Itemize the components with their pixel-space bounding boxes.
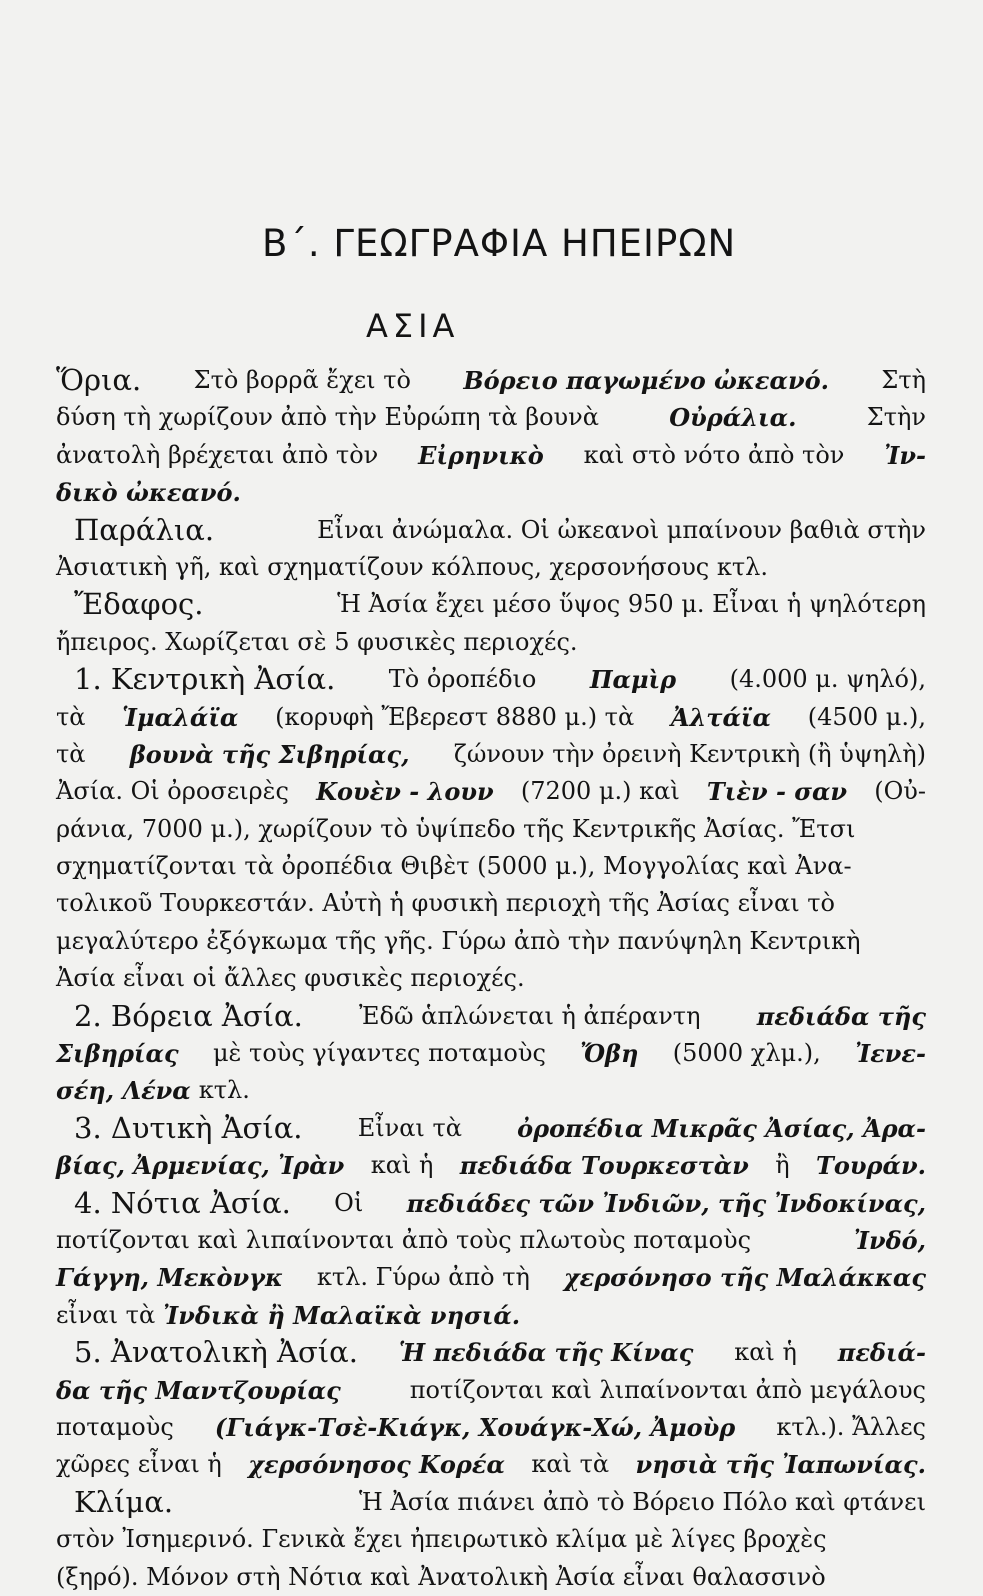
- emphasized-term: σέη, Λένα: [56, 1076, 191, 1106]
- emphasized-term: Οὐράλια.: [669, 403, 797, 433]
- text-line: [56, 1521, 926, 1558]
- body-text: [56, 362, 926, 1596]
- text-segment: κτλ.: [198, 1076, 250, 1105]
- emphasized-term: βίας, Ἀρμενίας, Ἰρὰν: [56, 1151, 345, 1181]
- text-segment: ποταμοὺς: [56, 1412, 174, 1441]
- emphasized-term: πεδιάδες τῶν Ἰνδιῶν, τῆς Ἰνδοκίνας,: [406, 1188, 926, 1218]
- paragraph-heading: Κλίμα.: [74, 1484, 174, 1519]
- text-line: [56, 1222, 926, 1259]
- text-line: [56, 624, 926, 661]
- text-segment: εἶναι τὰ: [56, 1300, 156, 1329]
- emphasized-term: πεδιά-: [837, 1338, 926, 1368]
- text-segment: μεγαλύτερο ἐξόγκωμα τῆς γῆς. Γύρω ἀπὸ τὴν πανύψηλη Κεντρικὴ: [56, 926, 861, 955]
- emphasized-term: δα τῆς Μαντζουρίας: [56, 1375, 341, 1405]
- text-segment: Στὴ: [881, 366, 926, 394]
- text-segment: καὶ ἡ: [370, 1151, 434, 1180]
- text-segment: Στὸ βορρᾶ ἔχει τὸ: [193, 366, 411, 394]
- text-line: [56, 586, 926, 623]
- text-segment: χῶρες εἶναι ἡ: [56, 1450, 222, 1479]
- text-segment: ἤπειρος. Χωρίζεται σὲ 5 φυσικὲς περιοχές.: [56, 627, 578, 656]
- emphasized-term: Ἰνδό,: [853, 1225, 926, 1255]
- text-line: [56, 773, 926, 810]
- emphasized-term: Κουὲν - λουν: [316, 777, 494, 807]
- text-segment: Τὸ ὀροπέδιο: [388, 665, 537, 694]
- emphasized-term: βουνὰ τῆς Σιβηρίας,: [129, 739, 410, 769]
- emphasized-term: Ἰνδικὰ ἢ Μαλαϊκὰ νησιά.: [163, 1300, 521, 1330]
- emphasized-term: Ὄβη: [580, 1039, 639, 1069]
- text-segment: τὰ: [56, 739, 86, 768]
- emphasized-term: Βόρειο παγωμένο ὠκεανό.: [463, 366, 829, 395]
- text-segment: σχηματίζονται τὰ ὀροπέδια Θιβὲτ (5000 μ.), Μογγολίας καὶ Ἀνα-: [56, 852, 852, 881]
- emphasized-term: Εἰρηνικὸ: [418, 440, 544, 470]
- emphasized-term: ὀροπέδια Μικρᾶς Ἀσίας, Ἀρα-: [517, 1113, 926, 1143]
- emphasized-term: Γάγγη, Μεκὸνγκ: [56, 1263, 283, 1293]
- text-line: [56, 512, 926, 549]
- text-segment: Εἶναι ἀνώμαλα. Οἱ ὠκεανοὶ μπαίνουν βαθιὰ στὴν: [317, 515, 926, 544]
- emphasized-term: Ἱμαλάϊα: [122, 702, 239, 732]
- emphasized-term: δικὸ ὠκεανό.: [56, 478, 241, 508]
- text-segment: Ἀσιατικὴ γῆ, καὶ σχηματίζουν κόλπους, χερσονήσους κτλ.: [56, 552, 768, 581]
- text-segment: (κορυφὴ Ἔβερεστ 8880 μ.) τὰ: [275, 702, 635, 731]
- text-line: [56, 998, 926, 1035]
- text-segment: (5000 χλμ.),: [672, 1039, 821, 1068]
- paragraph-heading: 4. Νότια Ἀσία.: [74, 1185, 291, 1220]
- text-segment: Στὴν: [866, 403, 926, 432]
- emphasized-term: πεδιάδα Τουρκεστὰν: [459, 1151, 749, 1181]
- text-line: [56, 699, 926, 736]
- text-segment: καὶ τὰ: [531, 1450, 610, 1479]
- text-segment: κτλ. Γύρω ἀπὸ τὴ: [316, 1263, 530, 1292]
- text-segment: Εἶναι τὰ: [357, 1113, 462, 1142]
- text-segment: καὶ στὸ νότο ἀπὸ τὸν: [583, 440, 845, 469]
- text-segment: Ἀσία εἶναι οἱ ἄλλες φυσικὲς περιοχές.: [56, 964, 525, 993]
- emphasized-term: πεδιάδα τῆς: [756, 1001, 926, 1031]
- text-segment: (4500 μ.),: [807, 702, 926, 731]
- text-segment: ράνια, 7000 μ.), χωρίζουν τὸ ὑψίπεδο τῆς Κεντρικῆς Ἀσίας. Ἔτσι: [56, 814, 856, 843]
- text-line: [56, 1409, 926, 1446]
- text-line: [56, 1446, 926, 1483]
- text-line: [56, 1072, 926, 1109]
- text-line: [56, 848, 926, 885]
- text-segment: ἀνατολὴ βρέχεται ἀπὸ τὸν: [56, 440, 379, 469]
- text-segment: Ἡ Ἀσία ἔχει μέσο ὕψος 950 μ. Εἶναι ἡ ψηλότερη: [337, 590, 926, 619]
- text-segment: ἢ: [775, 1151, 790, 1180]
- emphasized-term: χερσόνησο τῆς Μαλάκκας: [563, 1263, 926, 1293]
- text-line: [56, 1259, 926, 1296]
- emphasized-term: Ἀλτάϊα: [670, 702, 772, 732]
- text-segment: Ἐδῶ ἁπλώνεται ἡ ἀπέραντη: [359, 1001, 701, 1030]
- text-segment: (Οὐ-: [874, 777, 926, 806]
- emphasized-term: χερσόνησος Κορέα: [248, 1450, 505, 1480]
- text-line: [56, 960, 926, 997]
- text-segment: (4.000 μ. ψηλό),: [729, 665, 926, 694]
- text-line: [56, 549, 926, 586]
- text-segment: στὸν Ἰσημερινό. Γενικὰ ἔχει ἠπειρωτικὸ κλίμα μὲ λίγες βροχὲς: [56, 1525, 827, 1554]
- chapter-title: Β΄. ΓΕΩΓΡΑΦΙΑ ΗΠΕΙΡΩΝ: [262, 222, 737, 265]
- text-line: [56, 399, 926, 436]
- emphasized-term: Ἰν-: [884, 440, 926, 470]
- paragraph-heading: Παράλια.: [74, 512, 215, 547]
- emphasized-term: Παμὶρ: [589, 665, 677, 695]
- text-segment: (7200 μ.) καὶ: [520, 777, 680, 806]
- text-line: [56, 1110, 926, 1147]
- text-segment: ζώνουν τὴν ὀρεινὴ Κεντρικὴ (ἢ ὑψηλὴ): [453, 739, 926, 768]
- text-segment: ποτίζονται καὶ λιπαίνονται ἀπὸ τοὺς πλωτοὺς ποταμοὺς: [56, 1225, 752, 1254]
- text-segment: (ξηρό). Μόνον στὴ Νότια καὶ Ἀνατολικὴ Ἀσία εἶναι θαλασσινὸ: [56, 1562, 826, 1591]
- text-segment: Οἱ: [334, 1188, 364, 1217]
- text-segment: Ἀσία. Οἱ ὀροσειρὲς: [56, 777, 289, 806]
- text-line: [56, 1334, 926, 1371]
- emphasized-term: νησιὰ τῆς Ἰαπωνίας.: [635, 1450, 926, 1480]
- text-line: [56, 1297, 926, 1334]
- text-line: [56, 1372, 926, 1409]
- text-segment: Ἡ Ἀσία πιάνει ἀπὸ τὸ Βόρειο Πόλο καὶ φτάνει: [358, 1487, 926, 1516]
- emphasized-term: Σιβηρίας: [56, 1039, 179, 1069]
- paragraph-heading: 3. Δυτικὴ Ἀσία.: [74, 1110, 303, 1145]
- text-line: [56, 362, 926, 399]
- text-line: [56, 1035, 926, 1072]
- text-segment: μὲ τοὺς γίγαντες ποταμοὺς: [212, 1039, 546, 1068]
- paragraph-heading: 1. Κεντρικὴ Ἀσία.: [74, 662, 336, 697]
- text-line: [56, 661, 926, 698]
- text-line: [56, 437, 926, 474]
- text-line: [56, 1484, 926, 1521]
- section-title: ΑΣΙΑ: [366, 307, 460, 345]
- emphasized-term: Τουράν.: [816, 1151, 926, 1181]
- text-segment: ποτίζονται καὶ λιπαίνονται ἀπὸ μεγάλους: [409, 1375, 926, 1404]
- text-line: [56, 923, 926, 960]
- emphasized-term: (Γιάγκ-Τσὲ-Κιάγκ, Χουάγκ-Χώ, Ἀμοὺρ: [214, 1412, 736, 1442]
- paragraph-heading: Ἔδαφος.: [74, 587, 204, 622]
- text-line: [56, 736, 926, 773]
- text-line: [56, 1559, 926, 1596]
- emphasized-term: Ἡ πεδιάδα τῆς Κίνας: [398, 1338, 694, 1368]
- text-segment: δύση τὴ χωρίζουν ἀπὸ τὴν Εὐρώπη τὰ βουνὰ: [56, 403, 599, 432]
- emphasized-term: Ἰενε-: [855, 1039, 926, 1069]
- text-line: [56, 1185, 926, 1222]
- text-line: [56, 474, 926, 511]
- text-segment: καὶ ἡ: [734, 1338, 797, 1367]
- text-line: [56, 885, 926, 922]
- emphasized-term: Τιὲν - σαν: [706, 777, 848, 807]
- text-line: [56, 1147, 926, 1184]
- text-segment: τὰ: [56, 702, 86, 731]
- paragraph-heading: Ὅρια.: [56, 363, 142, 397]
- text-line: [56, 811, 926, 848]
- text-segment: τολικοῦ Τουρκεστάν. Αὐτὴ ἡ φυσικὴ περιοχὴ τῆς Ἀσίας εἶναι τὸ: [56, 889, 835, 918]
- text-segment: κτλ.). Ἄλλες: [776, 1412, 926, 1441]
- paragraph-heading: 2. Βόρεια Ἀσία.: [74, 998, 303, 1033]
- paragraph-heading: 5. Ἀνατολικὴ Ἀσία.: [74, 1335, 358, 1370]
